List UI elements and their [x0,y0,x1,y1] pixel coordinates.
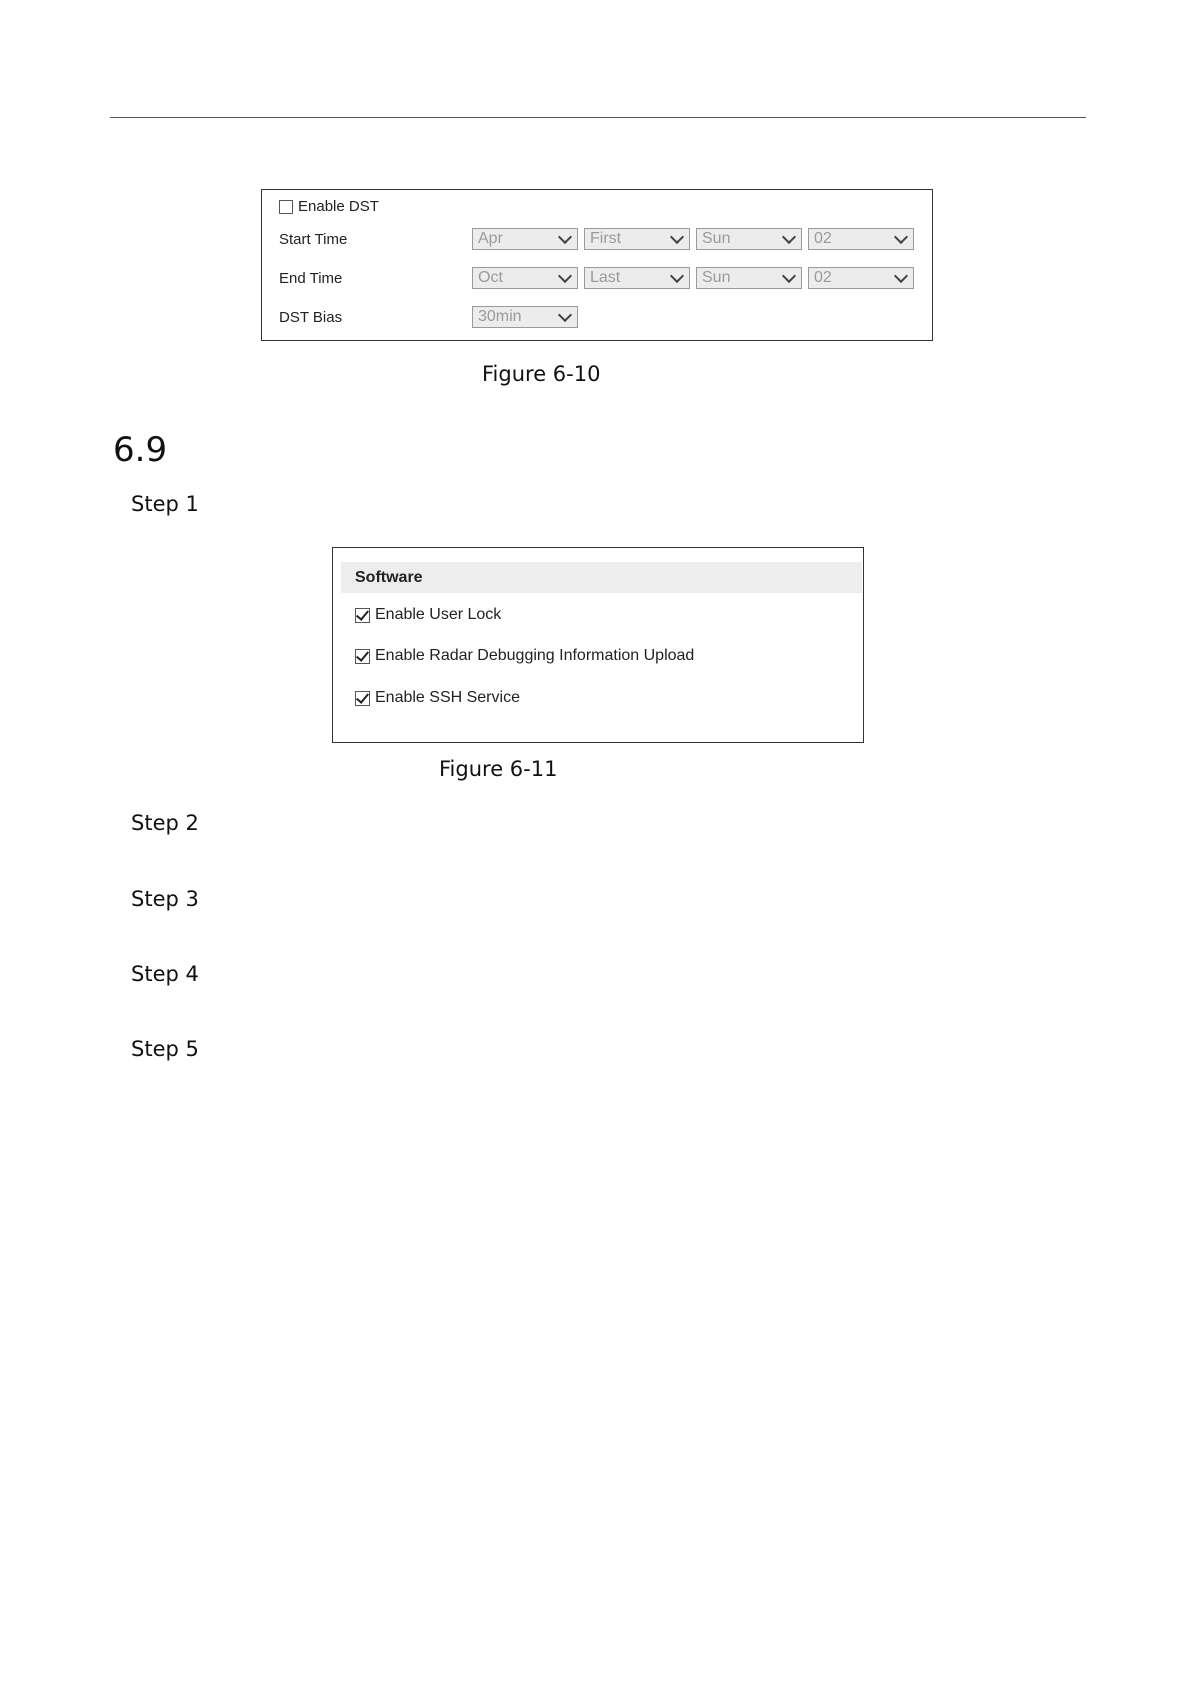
chevron-down-icon [558,230,572,244]
dst-bias-select[interactable]: 30min [472,306,578,328]
enable-radar-debug-upload-checkbox[interactable] [355,649,370,664]
enable-radar-debug-upload-option[interactable] [355,647,694,665]
start-week-select[interactable]: First [584,228,690,250]
chevron-down-icon [670,269,684,283]
figure-caption: Figure 6-11 [439,757,558,781]
software-header: Software [341,562,862,593]
end-hour-select[interactable]: 02 [808,267,914,289]
end-month-select[interactable]: Oct [472,267,578,289]
step-label: Step 3 [131,887,199,911]
header-rule [110,117,1086,118]
end-week-select[interactable]: Last [584,267,690,289]
enable-user-lock-option[interactable] [355,606,501,624]
chevron-down-icon [894,230,908,244]
chevron-down-icon [894,269,908,283]
section-heading: 6.9 [113,430,168,470]
step-label: Step 1 [131,492,199,516]
chevron-down-icon [558,269,572,283]
dst-bias-row [279,305,929,329]
chevron-down-icon [782,269,796,283]
start-month-select[interactable]: Apr [472,228,578,250]
enable-dst-label: Enable DST [298,198,379,215]
software-settings-panel [332,547,864,743]
start-hour-select[interactable]: 02 [808,228,914,250]
end-day-select[interactable]: Sun [696,267,802,289]
dst-bias-label: DST Bias [279,308,343,326]
dst-settings-panel [261,189,933,341]
chevron-down-icon [558,308,572,322]
step-label: Step 2 [131,811,199,835]
start-time-row [279,227,929,251]
enable-radar-debug-upload-label: Enable Radar Debugging Information Upload [375,647,695,664]
start-time-label: Start Time [279,230,348,248]
enable-ssh-service-checkbox[interactable] [355,691,370,706]
start-day-select[interactable]: Sun [696,228,802,250]
chevron-down-icon [670,230,684,244]
enable-user-lock-label: Enable User Lock [375,606,502,623]
step-label: Step 5 [131,1037,199,1061]
end-time-label: End Time [279,269,343,287]
step-label: Step 4 [131,962,199,986]
enable-dst-checkbox[interactable] [279,200,293,214]
figure-caption: Figure 6-10 [482,362,601,386]
end-time-row [279,266,929,290]
enable-user-lock-checkbox[interactable] [355,608,370,623]
enable-dst-option[interactable] [279,198,379,215]
enable-ssh-service-label: Enable SSH Service [375,689,520,706]
chevron-down-icon [782,230,796,244]
enable-ssh-service-option[interactable] [355,689,520,707]
